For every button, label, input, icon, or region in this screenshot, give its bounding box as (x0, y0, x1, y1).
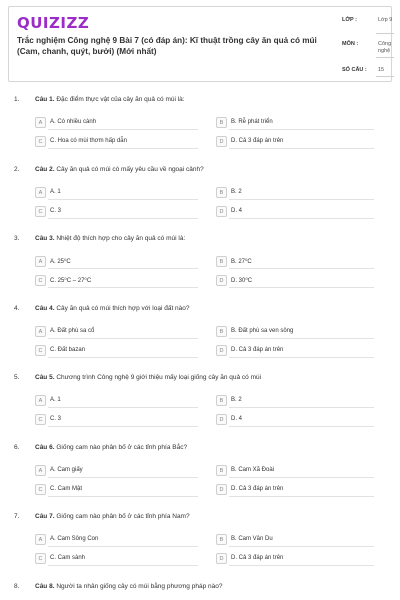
question-number: 8. (14, 582, 20, 590)
option-letter-box[interactable]: C (35, 553, 46, 564)
option-letter-box[interactable]: D (216, 345, 227, 356)
question-label: Câu 8. (35, 582, 55, 590)
meta-subject-value: Công nghệ (378, 41, 392, 54)
option-underline (229, 426, 374, 427)
option-text: B. Rễ phát triển (231, 119, 273, 125)
option-text: D. 30⁰C (231, 278, 253, 284)
question-number: 2. (14, 165, 20, 173)
option-letter-box[interactable]: A (35, 326, 46, 337)
option-underline (48, 496, 198, 497)
option-underline (48, 477, 198, 478)
question-text (35, 166, 204, 173)
answer-option[interactable] (35, 326, 205, 338)
question-label: Câu 3. (35, 235, 55, 242)
option-underline (48, 129, 198, 130)
option-text: D. 4 (231, 416, 243, 422)
question-body: Cây ăn quả có múi thích hợp với loại đất nào? (56, 304, 190, 312)
answer-option[interactable] (35, 395, 205, 407)
question-body: Nhiệt độ thích hợp cho cây ăn quả có múi là: (56, 235, 186, 242)
option-letter-box[interactable]: C (35, 206, 46, 217)
question-body: Đặc điểm thực vật của cây ăn quả có múi là: (56, 96, 185, 103)
option-letter-box[interactable]: D (216, 275, 227, 286)
option-text: D. Cả 3 đáp án trên (231, 485, 284, 492)
answer-option[interactable] (216, 345, 376, 357)
option-text: A. 1 (50, 188, 61, 195)
meta-class-label: LỚP : (342, 17, 357, 23)
question-text (35, 374, 261, 381)
answer-option[interactable] (35, 553, 205, 565)
question-body: Giống cam nào phân bố ở các tỉnh phía Bắc? (56, 443, 188, 451)
meta-divider (376, 57, 394, 58)
answer-option[interactable] (35, 206, 205, 218)
option-text: A. Có nhiều cành (50, 119, 97, 125)
option-underline (229, 338, 374, 339)
option-underline (229, 565, 374, 566)
question-number: 5. (14, 374, 20, 381)
answer-option[interactable] (216, 256, 376, 268)
option-text: D. Cả 3 đáp án trên (231, 138, 284, 144)
option-letter-box[interactable]: A (35, 395, 46, 406)
option-letter-box[interactable]: D (216, 206, 227, 217)
option-text: C. Đất bazan (50, 346, 86, 353)
option-text: C. Hoa có mùi thơm hấp dẫn (50, 138, 127, 144)
question-body: Cây ăn quả có múi có mấy yêu cầu về ngoại cảnh? (56, 165, 204, 173)
answer-option[interactable] (35, 256, 205, 268)
option-letter-box[interactable]: B (216, 187, 227, 198)
option-letter-box[interactable]: A (35, 534, 46, 545)
question-label: Câu 7. (35, 513, 55, 520)
question-body: Giống cam nào phân bố ở các tỉnh phía Nam? (56, 513, 190, 520)
option-underline (229, 477, 374, 478)
option-text: A. 1 (50, 397, 61, 403)
meta-class-value: Lớp 9 (378, 17, 393, 23)
option-underline (48, 546, 198, 547)
option-underline (48, 148, 198, 149)
question-body: Người ta nhân giống cây có múi bằng phương pháp nào? (56, 582, 223, 590)
option-letter-box[interactable]: C (35, 275, 46, 286)
question-label: Câu 5. (35, 374, 55, 381)
option-text: A. Đất phù sa cổ (50, 327, 95, 334)
question-text (35, 513, 190, 520)
answer-option[interactable] (216, 136, 376, 148)
option-letter-box[interactable]: C (35, 414, 46, 425)
option-text: B. Cam Xã Đoài (231, 466, 275, 473)
answer-option[interactable] (216, 187, 376, 199)
option-underline (229, 148, 374, 149)
option-letter-box[interactable]: B (216, 326, 227, 337)
option-text: B. 27⁰C (231, 259, 252, 265)
answer-option[interactable] (216, 534, 376, 546)
option-text: A. Cam Sông Con (50, 536, 99, 542)
option-text: B. Đất phù sa ven sông (231, 327, 294, 334)
answer-option[interactable] (216, 414, 376, 426)
option-underline (229, 129, 374, 130)
answer-option[interactable] (216, 395, 376, 407)
answer-option[interactable] (35, 187, 205, 199)
option-text: A. Cam giấy (50, 466, 83, 473)
question-number: 1. (14, 96, 20, 103)
option-underline (229, 199, 374, 200)
answer-option[interactable] (216, 275, 376, 287)
option-letter-box[interactable]: B (216, 117, 227, 128)
option-text: B. Cam Vân Du (231, 536, 273, 542)
option-letter-box[interactable]: C (35, 484, 46, 495)
meta-subject-label: MÔN : (342, 41, 359, 47)
option-letter-box[interactable]: A (35, 465, 46, 476)
answer-option[interactable] (216, 484, 376, 496)
option-letter-box[interactable]: B (216, 395, 227, 406)
option-underline (48, 426, 198, 427)
worksheet-header (8, 6, 392, 82)
question-number: 7. (14, 513, 20, 520)
meta-divider (376, 33, 394, 34)
option-underline (48, 199, 198, 200)
question-label: Câu 1. (35, 96, 55, 103)
answer-option[interactable] (216, 117, 376, 129)
option-underline (48, 357, 198, 358)
answer-option[interactable] (35, 414, 205, 426)
option-text: B. 2 (231, 397, 242, 403)
option-letter-box[interactable]: A (35, 256, 46, 267)
question-text (35, 583, 222, 590)
meta-count-label: SỐ CÂU : (342, 67, 367, 73)
question-body: Chương trình Công nghệ 9 giới thiệu mấy loại giống cây ăn quả có múi (56, 374, 262, 381)
meta-divider (376, 76, 394, 77)
question-number: 4. (14, 304, 20, 312)
answer-option[interactable] (216, 326, 376, 338)
quizizz-logo: QUIZIZZ (17, 14, 90, 32)
answer-option[interactable] (216, 465, 376, 477)
answer-option[interactable] (35, 484, 205, 496)
option-text: C. Cam sành (50, 555, 86, 561)
option-letter-box[interactable]: D (216, 414, 227, 425)
question-text (35, 96, 185, 103)
answer-option[interactable] (35, 465, 205, 477)
option-underline (229, 357, 374, 358)
answer-option[interactable] (216, 553, 376, 565)
option-underline (229, 268, 374, 269)
option-text: C. 3 (50, 207, 62, 214)
option-text: B. 2 (231, 188, 242, 195)
option-text: D. 4 (231, 207, 243, 214)
option-underline (48, 338, 198, 339)
option-text: C. Cam Mật (50, 485, 83, 492)
option-letter-box[interactable]: A (35, 187, 46, 198)
option-underline (229, 546, 374, 547)
option-letter-box[interactable]: A (35, 117, 46, 128)
option-letter-box[interactable]: B (216, 465, 227, 476)
option-letter-box[interactable]: B (216, 534, 227, 545)
option-text: C. 3 (50, 416, 62, 422)
option-underline (48, 218, 198, 219)
option-underline (229, 218, 374, 219)
option-underline (229, 407, 374, 408)
option-letter-box[interactable]: D (216, 553, 227, 564)
question-text (35, 305, 190, 312)
option-underline (229, 287, 374, 288)
question-number: 3. (14, 235, 20, 242)
answer-option[interactable] (35, 534, 205, 546)
option-letter-box[interactable]: D (216, 484, 227, 495)
question-text (35, 235, 185, 242)
answer-option[interactable] (216, 206, 376, 218)
question-label: Câu 2. (35, 165, 55, 173)
option-text: D. Cả 3 đáp án trên (231, 346, 284, 353)
option-underline (48, 287, 198, 288)
answer-option[interactable] (35, 136, 205, 148)
option-underline (48, 565, 198, 566)
question-number: 6. (14, 443, 20, 451)
question-label: Câu 4. (35, 304, 55, 312)
option-text: D. Cả 3 đáp án trên (231, 555, 284, 561)
answer-option[interactable] (35, 345, 205, 357)
meta-count-value: 15 (378, 67, 385, 73)
option-letter-box[interactable]: C (35, 345, 46, 356)
option-underline (229, 496, 374, 497)
option-letter-box[interactable]: B (216, 256, 227, 267)
option-text: A. 25⁰C (50, 259, 71, 265)
option-underline (48, 407, 198, 408)
option-text: C. 25⁰C – 27⁰C (50, 278, 92, 284)
option-letter-box[interactable]: D (216, 136, 227, 147)
option-underline (48, 268, 198, 269)
question-text (35, 444, 187, 451)
question-label: Câu 6. (35, 443, 55, 451)
answer-option[interactable] (35, 275, 205, 287)
worksheet-meta (338, 7, 393, 83)
answer-option[interactable] (35, 117, 205, 129)
worksheet-title: Trắc nghiệm Công nghệ 9 Bài 7 (có đáp án): Kĩ thuật trồng cây ăn quả có múi (Cam, chanh, quýt, bưởi) (Mới nhất) (17, 36, 317, 56)
option-letter-box[interactable]: C (35, 136, 46, 147)
